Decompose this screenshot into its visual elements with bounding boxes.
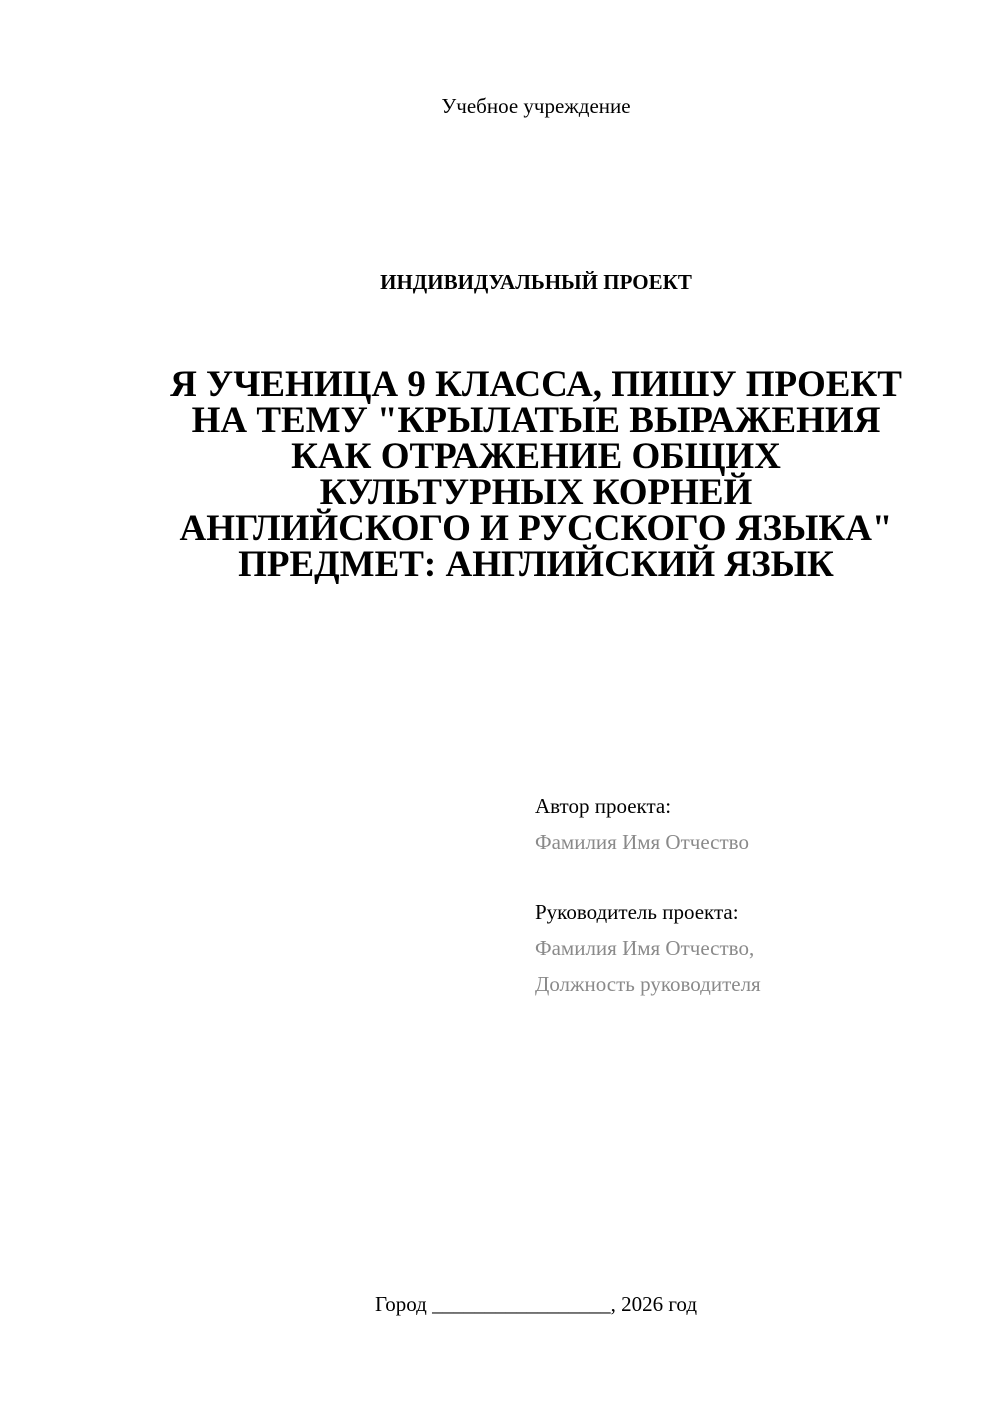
- supervisor-position: Должность руководителя: [535, 972, 761, 996]
- title-line: АНГЛИЙСКОГО И РУССКОГО ЯЗЫКА": [179, 508, 893, 549]
- document-type: ИНДИВИДУАЛЬНЫЙ ПРОЕКТ: [380, 270, 692, 294]
- title-line: Я УЧЕНИЦА 9 КЛАССА, ПИШУ ПРОЕКТ: [170, 364, 902, 405]
- title-line: НА ТЕМУ "КРЫЛАТЫЕ ВЫРАЖЕНИЯ: [191, 400, 881, 441]
- institution-name: Учебное учреждение: [441, 94, 631, 118]
- title-line: ПРЕДМЕТ: АНГЛИЙСКИЙ ЯЗЫК: [238, 544, 834, 585]
- author-name: Фамилия Имя Отчество: [535, 830, 749, 854]
- author-label: Автор проекта:: [535, 794, 672, 818]
- supervisor-name: Фамилия Имя Отчество,: [535, 936, 755, 960]
- project-credits: [535, 788, 975, 1002]
- supervisor-label: Руководитель проекта:: [535, 900, 739, 924]
- title-line: КУЛЬТУРНЫХ КОРНЕЙ: [319, 472, 753, 513]
- spacer: [535, 860, 975, 894]
- project-title: [140, 364, 932, 585]
- city-year-line: Город _________________, 2026 год: [374, 1292, 698, 1316]
- title-line: КАК ОТРАЖЕНИЕ ОБЩИХ: [291, 436, 781, 477]
